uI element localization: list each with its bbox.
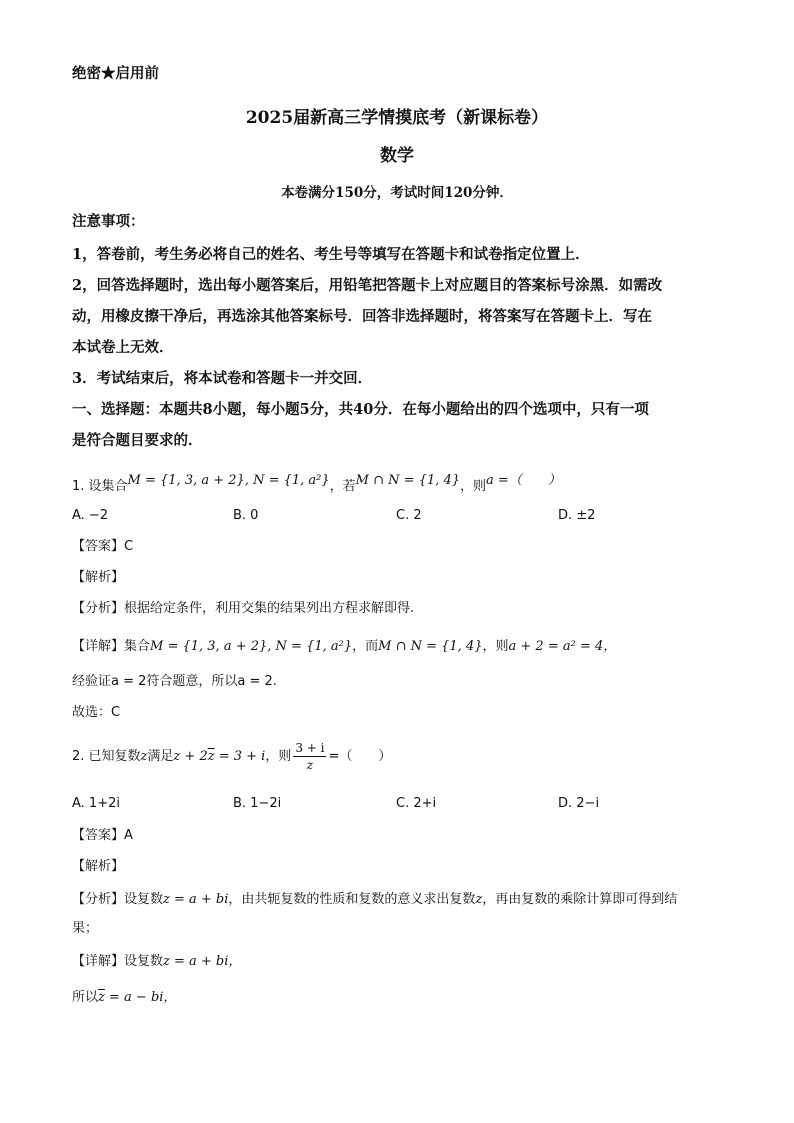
- note-1: 1，答卷前，考生务必将自己的姓名、考生号等填写在答题卡和试卷指定位置上．: [72, 246, 590, 263]
- q2-fenxi-expr: z = a + bi: [163, 892, 229, 907]
- q2-option-a: A. 1+2i: [72, 796, 120, 811]
- q1-sets: M = {1, 3, a + 2}, N = {1, a²}: [127, 473, 330, 488]
- q2-so-bar: $\overline{z}$: [98, 990, 105, 1005]
- q2-ask: =（ ）: [328, 749, 392, 764]
- q2-z: z: [140, 749, 148, 764]
- q2-fenxi-b: ，由共轭复数的性质和复数的意义求出复数: [228, 892, 476, 907]
- q1-detail-condition: M ∩ N = {1, 4}: [378, 639, 483, 654]
- q2-detail-prefix: 【详解】设复数: [72, 954, 164, 969]
- q2-fenxi-c: ，再由复数的乘除计算即可得到结: [482, 892, 678, 907]
- q2-satisfy: 满足: [147, 749, 174, 764]
- q1-choose: 故选：C: [72, 705, 121, 720]
- q1-detail-mid: ，而: [352, 639, 379, 654]
- subject-title: 数学: [380, 146, 414, 166]
- section-heading-line-1: 一、选择题：本题共8小题，每小题5分，共40分．在每小题给出的四个选项中，只有一项: [72, 401, 649, 418]
- note-2-line-1: 2，回答选择题时，选出每小题答案后，用铅笔把答题卡上对应题目的答案标号涂黑．如需改: [72, 277, 663, 294]
- q2-option-b: B. 1−2i: [233, 796, 282, 811]
- secret-label: 绝密★启用前: [72, 65, 159, 82]
- q2-eq-left: z + 2: [173, 749, 208, 764]
- q2-fraction-denominator: z: [306, 758, 314, 772]
- q1-prefix: 1. 设集合: [72, 479, 128, 494]
- q1-detail-then: ，则: [482, 639, 509, 654]
- q2-so-expr: = a − bi，: [104, 990, 177, 1005]
- q1-condition: M ∩ N = {1, 4}: [355, 473, 461, 488]
- q2-fraction: [293, 740, 326, 773]
- notes-heading: 注意事项：: [72, 213, 145, 230]
- q1-tail: ，则: [460, 479, 487, 494]
- q2-answer: 【答案】A: [72, 828, 133, 843]
- q2-eq-bar: $\overline{z}$: [207, 749, 215, 764]
- note-2-line-2: 动，用橡皮擦干净后，再选涂其他答案标号．回答非选择题时，将答案写在答题卡上．写在: [72, 308, 652, 325]
- q1-fenxi: 【分析】根据给定条件，利用交集的结果列出方程求解即得.: [72, 601, 415, 616]
- q2-detail-expr: z = a + bi，: [163, 954, 242, 969]
- q2-option-d: D. 2−i: [558, 796, 600, 811]
- q1-detail: [72, 637, 616, 657]
- q1-ask: a =（ ）: [486, 473, 561, 488]
- q1-analysis-label: 【解析】: [72, 570, 125, 585]
- q2-prefix: 2. 已知复数: [72, 749, 141, 764]
- q2-fenxi-line-1: [72, 890, 677, 910]
- exam-title: 2025届新高三学情摸底考（新课标卷）: [245, 108, 549, 128]
- q2-eq-right: = 3 + i: [214, 749, 266, 764]
- q1-detail-prefix: 【详解】集合: [72, 639, 151, 654]
- q1-option-a: A. −2: [72, 508, 109, 523]
- q2-fenxi-a: 【分析】设复数: [72, 892, 164, 907]
- q2-fraction-numerator: 3 + i: [295, 741, 325, 755]
- q1-option-c: C. 2: [396, 508, 422, 523]
- section-heading-line-2: 是符合题目要求的．: [72, 432, 203, 449]
- q1-mid: ，若: [329, 479, 356, 494]
- q2-fenxi-z: z: [475, 892, 483, 907]
- q1-answer: 【答案】C: [72, 539, 134, 554]
- q2-so: [72, 988, 176, 1008]
- note-3: 3．考试结束后，将本试卷和答题卡一并交回．: [72, 370, 373, 387]
- q2-so-prefix: 所以: [72, 990, 99, 1005]
- q2-fenxi-line-2: 果；: [72, 921, 99, 936]
- note-2-line-3: 本试卷上无效．: [72, 339, 174, 356]
- q2-analysis-label: 【解析】: [72, 859, 125, 874]
- q1-option-d: D. ±2: [558, 508, 596, 523]
- question-1-stem: [72, 473, 561, 497]
- q1-verify: 经验证a = 2符合题意，所以a = 2.: [72, 674, 277, 689]
- q1-detail-equation: a + 2 = a² = 4，: [508, 639, 617, 654]
- q2-detail: [72, 952, 241, 972]
- exam-info: 本卷满分150分，考试时间120分钟．: [281, 185, 513, 201]
- q2-then: ，则: [265, 749, 292, 764]
- question-2-stem: [72, 740, 391, 774]
- q1-detail-sets: M = {1, 3, a + 2}, N = {1, a²}: [150, 639, 353, 654]
- q2-option-c: C. 2+i: [396, 796, 437, 811]
- q1-option-b: B. 0: [233, 508, 259, 523]
